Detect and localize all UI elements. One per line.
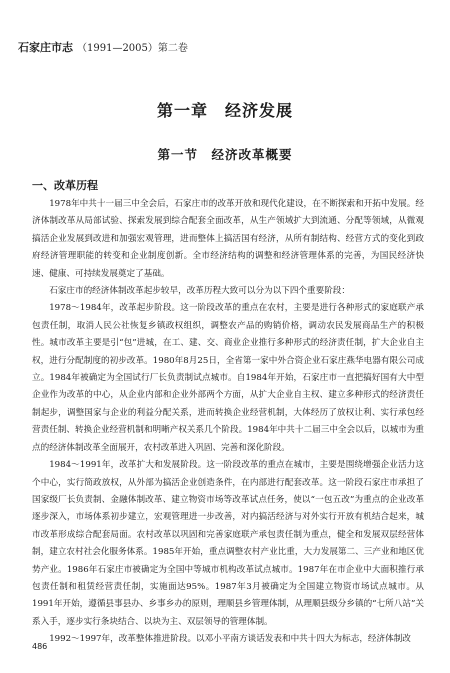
running-header — [18, 42, 188, 55]
paragraph: 1992～1997年，改革整体推进阶段。以邓小平南方谈话发表和中共十四大为标志，经济体制改 — [49, 634, 411, 645]
chapter-title: 第一章 经济发展 — [156, 101, 293, 120]
sub-heading: 一、改革历程 — [32, 179, 98, 192]
book-logo: 石家庄市志 — [18, 41, 73, 54]
paragraph: 1984～1991年，改革扩大和发展阶段。这一阶段改革的重点在城市，主要是围绕增强企业活力这个中心，实行简政放权，从外部为搞活企业创造条件，在内部进行配套改革。这一阶段石家庄市承担了国家级厂长负责制、金融体制改革、建立物资市场等改革试点任务，使以“一包五改”为重点的企业改革逐步深入，市场体系初步建立，宏观管理进一步改善，对内搞活经济与对外实行开放有机结合起来，城市改革形成综合配套局面。农村改革以巩固和完善家庭联产承包责任制为重点，健全和发展双层经营体制，建立农村社会化服务体系。1985年开始，重点调整农村产业比重，大力发展第二、三产业和地区优势产业。1986年石家庄市被确定为全国中等城市机构改革试点城市。1987年在市企业中大面积推行承包责任制和租赁经营责任制，实施面达95%。1987年3月被确定为全国建立物资市场试点城市。从1991年开始，遵循县事县办、乡事乡办的原则，理顺县乡管理体制，从理顺县级分乡镇的“七所八站”关系入手，逐步实行条块结合、以块为主、双层领导的管理体制。 — [32, 460, 424, 627]
volume-info: （1991—2005）第二卷 — [77, 43, 188, 54]
page-number: 486 — [32, 642, 48, 651]
paragraph: 1978～1984年，改革起步阶段。这一阶段改革的重点在农村，主要是进行各种形式的家庭联产承包责任制，取消人民公社恢复乡镇政权组织，调整农产品的购销价格，调动农民发展商品生产的积极性。城市改革主要是引“包”进城，在工、建、交、商业企业推行多种形式的经济责任制，扩大企业自主权，进行分配制度的初步改革。1980年8月25日，全省第一家中外合资企业石家庄燕华电器有限公司成立。1984年被确定为全国试行厂长负责制试点城市。自1984年开始，石家庄市一直把搞好国有大中型企业作为改革的中心，从企业内部和企业外部两个方面，从扩大企业自主权、建立多种形式的经济责任制起步，调整国家与企业的利益分配关系，进而转换企业经营机制，大体经历了放权让利、实行承包经营责任制、转换企业经营机制和明晰产权关系几个阶段。1984年中共十二届三中全会以后，以城市为重点的经济体制改革全面展开，农村改革进入巩固、完善和深化阶段。 — [32, 303, 424, 453]
section-title: 第一节 经济改革概要 — [157, 147, 293, 162]
paragraph: 石家庄市的经济体制改革起步较早，改革历程大致可以分为以下四个重要阶段： — [49, 286, 350, 297]
body-text — [32, 196, 424, 649]
paragraph: 1978年中共十一届三中全会后，石家庄市的改革开放和现代化建设，在不断探索和开拓中发展。经济体制改革从局部试验、探索发展到综合配套全面改革，从生产领域扩大到流通、分配等领域，从微观搞活企业发展到改进和加强宏观管理，进而整体上搞活国有经济，从所有制结构、经营方式的变化到政府经济管理职能的转变和企业制度创新。全市经济结构的调整和经济管理体系的完善，为国民经济快速、健康、可持续发展奠定了基础。 — [32, 199, 424, 279]
